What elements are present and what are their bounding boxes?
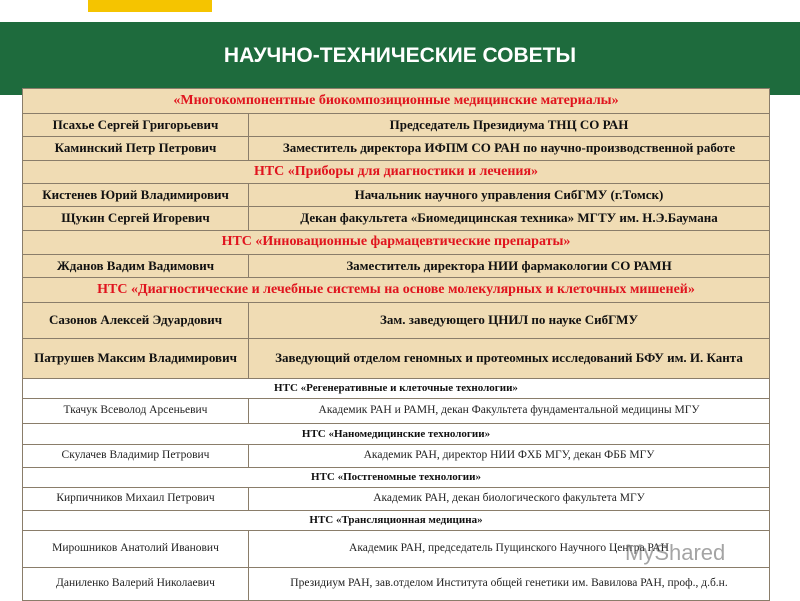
accent-bar <box>88 0 212 12</box>
member-role: Президиум РАН, зав.отделом Института общей генетики им. Вавилова РАН, проф., д.б.н. <box>249 568 770 601</box>
member-role: Заместитель директора НИИ фармакологии СО РАМН <box>249 255 770 278</box>
council-header-row <box>23 424 770 445</box>
council-name: НТС «Постгеномные технологии» <box>23 468 770 488</box>
member-role: Начальник научного управления СибГМУ (г.Томск) <box>249 184 770 207</box>
member-name: Жданов Вадим Вадимович <box>23 255 249 278</box>
member-row <box>23 445 770 468</box>
council-header-row <box>23 231 770 255</box>
council-name: НТС «Инновационные фармацевтические препараты» <box>23 231 770 255</box>
council-name: НТС «Приборы для диагностики и лечения» <box>23 161 770 184</box>
member-name: Патрушев Максим Владимирович <box>23 339 249 379</box>
member-row <box>23 339 770 379</box>
member-row <box>23 255 770 278</box>
member-role: Академик РАН, председатель Пущинского Научного Центра РАН <box>249 531 770 568</box>
council-header-row <box>23 511 770 531</box>
member-role: Академик РАН, декан биологического факультета МГУ <box>249 488 770 511</box>
member-row <box>23 114 770 137</box>
member-name: Кистенев Юрий Владимирович <box>23 184 249 207</box>
council-name: «Многокомпонентные биокомпозиционные медицинские материалы» <box>23 89 770 114</box>
council-name: НТС «Трансляционная медицина» <box>23 511 770 531</box>
member-name: Щукин Сергей Игоревич <box>23 207 249 231</box>
member-row <box>23 303 770 339</box>
member-role: Председатель Президиума ТНЦ СО РАН <box>249 114 770 137</box>
council-header-row <box>23 379 770 399</box>
member-role: Зам. заведующего ЦНИЛ по науке СибГМУ <box>249 303 770 339</box>
member-role: Декан факультета «Биомедицинская техника» МГТУ им. Н.Э.Баумана <box>249 207 770 231</box>
watermark: MyShared <box>625 540 726 565</box>
member-row <box>23 568 770 601</box>
member-row <box>23 184 770 207</box>
slide-title: НАУЧНО-ТЕХНИЧЕСКИЕ СОВЕТЫ <box>223 44 577 67</box>
member-name: Мирошников Анатолий Иванович <box>23 531 249 568</box>
member-name: Ткачук Всеволод Арсеньевич <box>23 399 249 424</box>
member-name: Каминский Петр Петрович <box>23 137 249 161</box>
member-role: Академик РАН, директор НИИ ФХБ МГУ, декан ФББ МГУ <box>249 445 770 468</box>
councils-table <box>22 88 770 601</box>
member-role: Академик РАН и РАМН, декан Факультета фундаментальной медицины МГУ <box>249 399 770 424</box>
member-name: Сазонов Алексей Эдуардович <box>23 303 249 339</box>
member-name: Кирпичников Михаил Петрович <box>23 488 249 511</box>
member-name: Скулачев Владимир Петрович <box>23 445 249 468</box>
council-name: НТС «Регенеративные и клеточные технологии» <box>23 379 770 399</box>
council-header-row <box>23 468 770 488</box>
council-header-row <box>23 278 770 303</box>
member-name: Даниленко Валерий Николаевич <box>23 568 249 601</box>
member-role: Заместитель директора ИФПМ СО РАН по научно-производственной работе <box>249 137 770 161</box>
member-row <box>23 137 770 161</box>
council-header-row <box>23 161 770 184</box>
member-row <box>23 399 770 424</box>
member-name: Псахье Сергей Григорьевич <box>23 114 249 137</box>
member-role: Заведующий отделом геномных и протеомных исследований БФУ им. И. Канта <box>249 339 770 379</box>
council-header-row <box>23 89 770 114</box>
council-name: НТС «Наномедицинские технологии» <box>23 424 770 445</box>
council-name: НТС «Диагностические и лечебные системы на основе молекулярных и клеточных мишеней» <box>23 278 770 303</box>
member-row <box>23 488 770 511</box>
member-row <box>23 207 770 231</box>
